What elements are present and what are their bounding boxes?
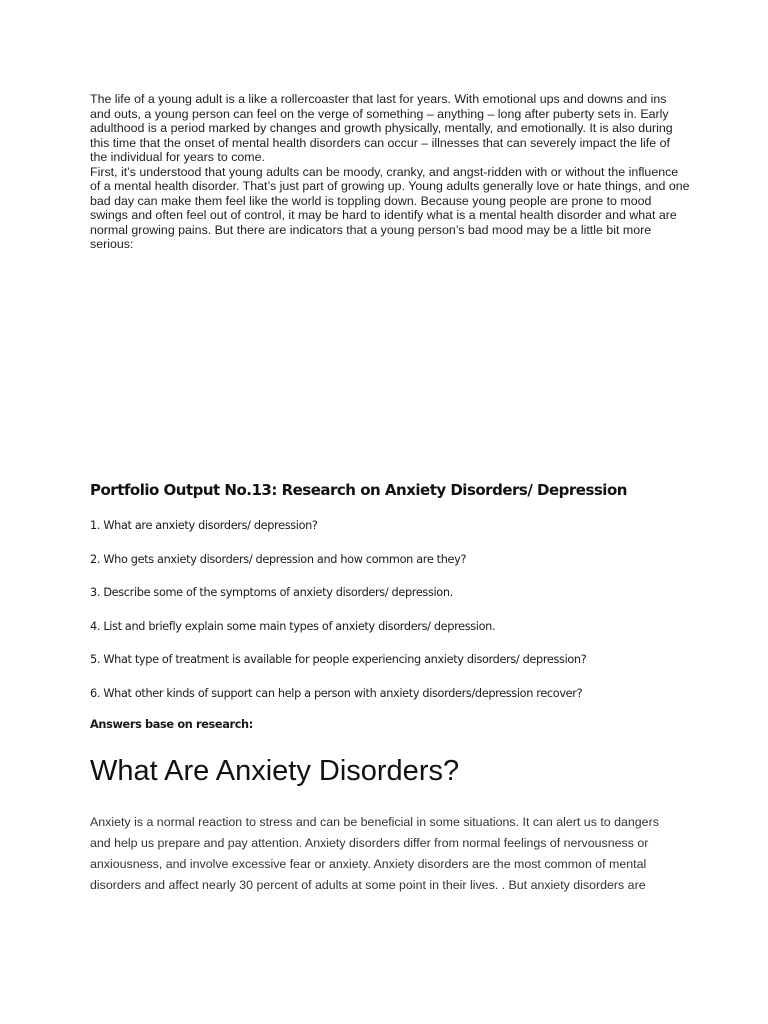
question-item-5: 5. What type of treatment is available for people experiencing anxiety disorders/ depression? bbox=[90, 653, 587, 666]
section-title: What Are Anxiety Disorders? bbox=[90, 755, 460, 787]
intro-paragraph-2: First, it’s understood that young adults can be moody, cranky, and angst-ridden with or without the influence of a mental health disorder. That’s just part of growing up. Young adults generally love or hate things, and one bad day can make them feel like the world is toppling down. Because young people are prone to mood swings and often feel out of control, it may be hard to identify what is a mental health disorder and what are normal growing pains. But there are indicators that a young person’s bad mood may be a little bit more serious: bbox=[90, 164, 690, 251]
question-item-3: 3. Describe some of the symptoms of anxiety disorders/ depression. bbox=[90, 586, 453, 599]
question-item-2: 2. Who gets anxiety disorders/ depression and how common are they? bbox=[90, 552, 467, 566]
intro-paragraph-1: The life of a young adult is a like a rollercoaster that last for years. With emotional ups and downs and ins and outs, a young person can feel on the verge of something – anything – long after puberty sets in. Early adulthood is a period marked by changes and growth physically, mentally, and emotionally. It is also during this time that the onset of mental health disorders can occur – illnesses that can severely impact the life of the individual for years to come. bbox=[90, 92, 673, 164]
question-item-4: 4. List and briefly explain some main types of anxiety disorders/ depression. bbox=[90, 619, 496, 633]
answers-label: Answers base on research: bbox=[90, 718, 253, 731]
section-body: Anxiety is a normal reaction to stress and can be beneficial in some situations. It can alert us to dangers and help us prepare and pay attention. Anxiety disorders differ from normal feelings of nervousness or anxiousness, and involve excessive fear or anxiety. Anxiety disorders are the most common of mental disorders and affect nearly 30 percent of adults at some point in their lives. . But anxiety disorders are bbox=[90, 815, 659, 892]
question-item-1: 1. What are anxiety disorders/ depression? bbox=[90, 519, 318, 532]
question-list bbox=[90, 519, 730, 720]
portfolio-heading: Portfolio Output No.13: Research on Anxiety Disorders/ Depression bbox=[90, 481, 627, 499]
question-item-6: 6. What other kinds of support can help a person with anxiety disorders/depression recover? bbox=[90, 686, 583, 700]
intro-text bbox=[90, 92, 690, 252]
